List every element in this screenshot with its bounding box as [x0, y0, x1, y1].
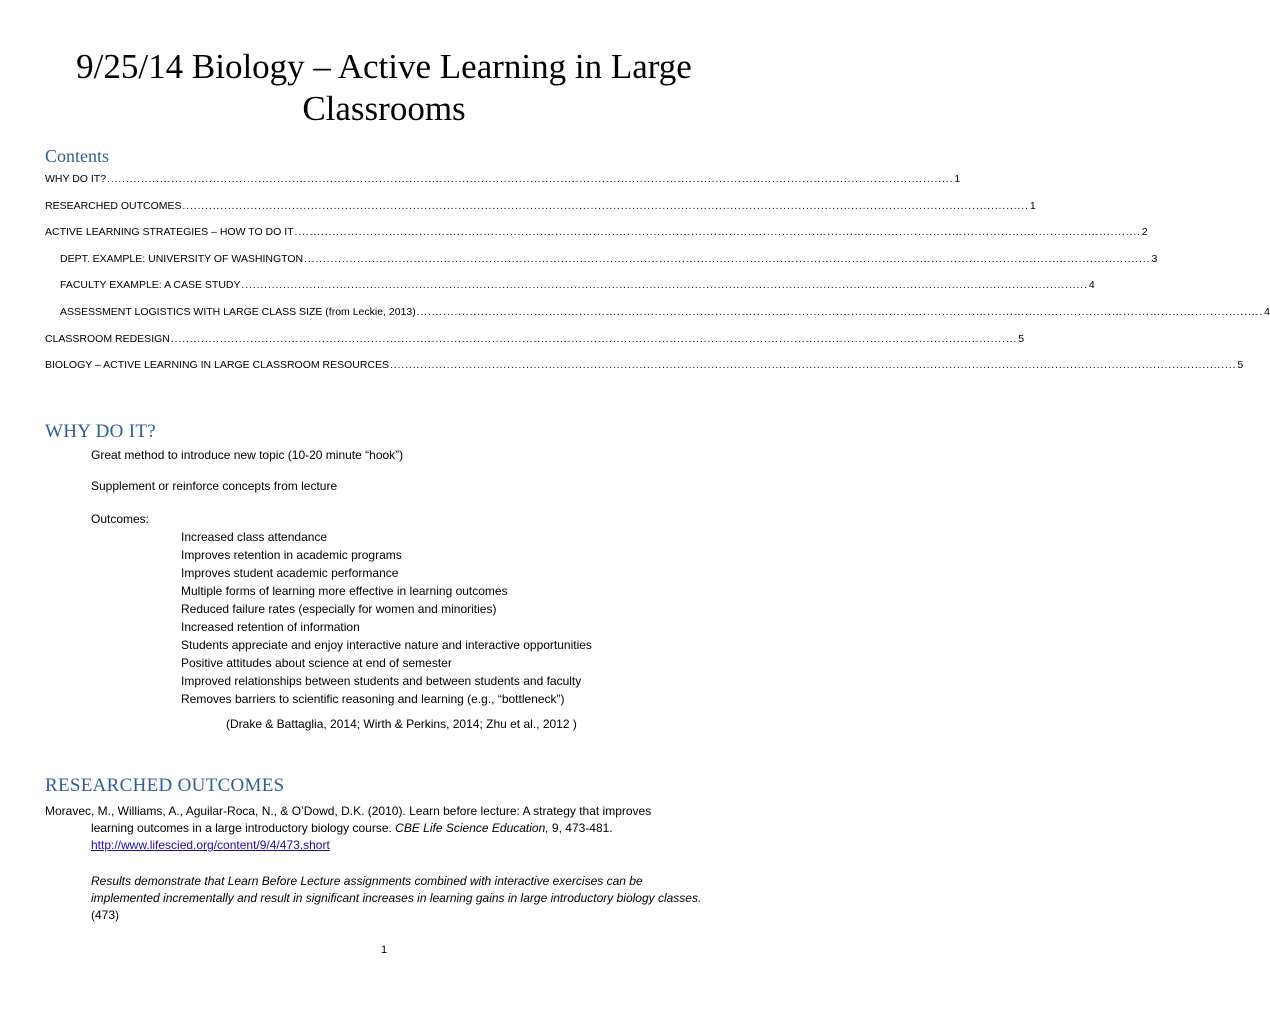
toc-entry-page: 5 — [1237, 359, 1244, 371]
why-paragraph-2: Supplement or reinforce concepts from lecture — [91, 479, 338, 493]
reference-line: Moravec, M., Williams, A., Aguilar-Roca, N., & O’Dowd, D.K. (2010). Learn before lecture: A strategy that improves — [45, 804, 652, 818]
outcome-item: Removes barriers to scientific reasoning and learning (e.g., “bottleneck”) — [181, 692, 565, 706]
why-paragraph-1: Great method to introduce new topic (10-20 minute “hook”) — [91, 448, 404, 462]
toc-entry-page: 1 — [954, 173, 961, 185]
toc-leader-dots: ................................................................................................................................................................................................................................ — [241, 280, 1088, 291]
toc-entry[interactable] — [45, 173, 961, 187]
toc-entry-label: DEPT. EXAMPLE: UNIVERSITY OF WASHINGTON — [60, 253, 304, 265]
quote-page: (473) — [91, 908, 120, 922]
toc-entry-label: RESEARCHED OUTCOMES — [45, 200, 182, 212]
toc-entry[interactable] — [45, 333, 1025, 347]
reference-entry — [45, 803, 725, 854]
outcome-item: Reduced failure rates (especially for women and minorities) — [181, 602, 497, 616]
reference-volume: 9, 473-481. — [548, 821, 613, 835]
toc-entry[interactable] — [45, 359, 1244, 373]
reference-journal: CBE Life Science Education, — [395, 821, 549, 835]
toc-entry-page: 4 — [1088, 279, 1095, 291]
toc-entry-page: 5 — [1018, 333, 1025, 345]
toc-entry[interactable] — [60, 253, 1158, 267]
outcome-item: Positive attitudes about science at end of semester — [181, 656, 452, 670]
why-heading: WHY DO IT? — [45, 421, 156, 442]
reference-line — [45, 820, 725, 837]
outcome-item: Improves retention in academic programs — [181, 548, 402, 562]
page-number: 1 — [380, 944, 388, 956]
outcome-item: Multiple forms of learning more effective in learning outcomes — [181, 584, 508, 598]
reference-link[interactable]: http://www.lifescied.org/content/9/4/473.short — [91, 838, 330, 852]
toc-leader-dots: ................................................................................................................................................................................................................................ — [170, 334, 1018, 345]
page-title: 9/25/14 Biology – Active Learning in Large Classrooms — [76, 47, 692, 128]
toc-entry[interactable] — [45, 200, 1036, 214]
toc-entry-label: BIOLOGY – ACTIVE LEARNING IN LARGE CLASSROOM RESOURCES — [45, 359, 390, 371]
toc-entry[interactable] — [45, 226, 1148, 240]
toc-entry-label: CLASSROOM REDESIGN — [45, 333, 170, 345]
toc-entry-page: 4 — [1264, 306, 1270, 318]
toc-leader-dots: ................................................................................................................................................................................................................................ — [390, 360, 1237, 371]
outcome-item: Increased class attendance — [181, 530, 328, 544]
toc-leader-dots: ................................................................................................................................................................................................................................ — [416, 307, 1264, 318]
outcome-item: Students appreciate and enjoy interactive nature and interactive opportunities — [181, 638, 592, 652]
contents-heading: Contents — [45, 146, 110, 166]
results-quote — [91, 873, 711, 924]
toc-leader-dots: ................................................................................................................................................................................................................................ — [107, 174, 954, 185]
toc-entry[interactable] — [60, 279, 1095, 293]
quote-text: Results demonstrate that Learn Before Lecture assignments combined with interactive exercises can be implemented incrementally and result in significant increases in learning gains in large introductory biology classes. — [91, 874, 702, 905]
why-citation: (Drake & Battaglia, 2014; Wirth & Perkins, 2014; Zhu et al., 2012 ) — [226, 717, 577, 731]
toc-entry-label: ASSESSMENT LOGISTICS WITH LARGE CLASS SIZE (from Leckie, 2013) — [60, 306, 416, 318]
toc-leader-dots: ................................................................................................................................................................................................................................ — [304, 254, 1151, 265]
toc-leader-dots: ................................................................................................................................................................................................................................ — [182, 201, 1029, 212]
reference-url-line — [45, 837, 725, 854]
reference-text: learning outcomes in a large introductory biology course. — [91, 821, 396, 835]
researched-heading: RESEARCHED OUTCOMES — [45, 775, 285, 796]
toc-entry-page: 2 — [1141, 226, 1148, 238]
outcome-item: Increased retention of information — [181, 620, 360, 634]
toc-entry-page: 3 — [1151, 253, 1158, 265]
toc-entry-page: 1 — [1029, 200, 1036, 212]
toc-entry-label: ACTIVE LEARNING STRATEGIES – HOW TO DO IT — [45, 226, 294, 238]
outcome-item: Improves student academic performance — [181, 566, 399, 580]
toc-entry-label: WHY DO IT? — [45, 173, 107, 185]
toc-entry[interactable] — [60, 306, 1270, 320]
outcomes-label: Outcomes: — [91, 512, 150, 526]
outcome-item: Improved relationships between students and between students and faculty — [181, 674, 582, 688]
toc-entry-label: FACULTY EXAMPLE: A CASE STUDY — [60, 279, 241, 291]
toc-leader-dots: ................................................................................................................................................................................................................................ — [294, 227, 1141, 238]
